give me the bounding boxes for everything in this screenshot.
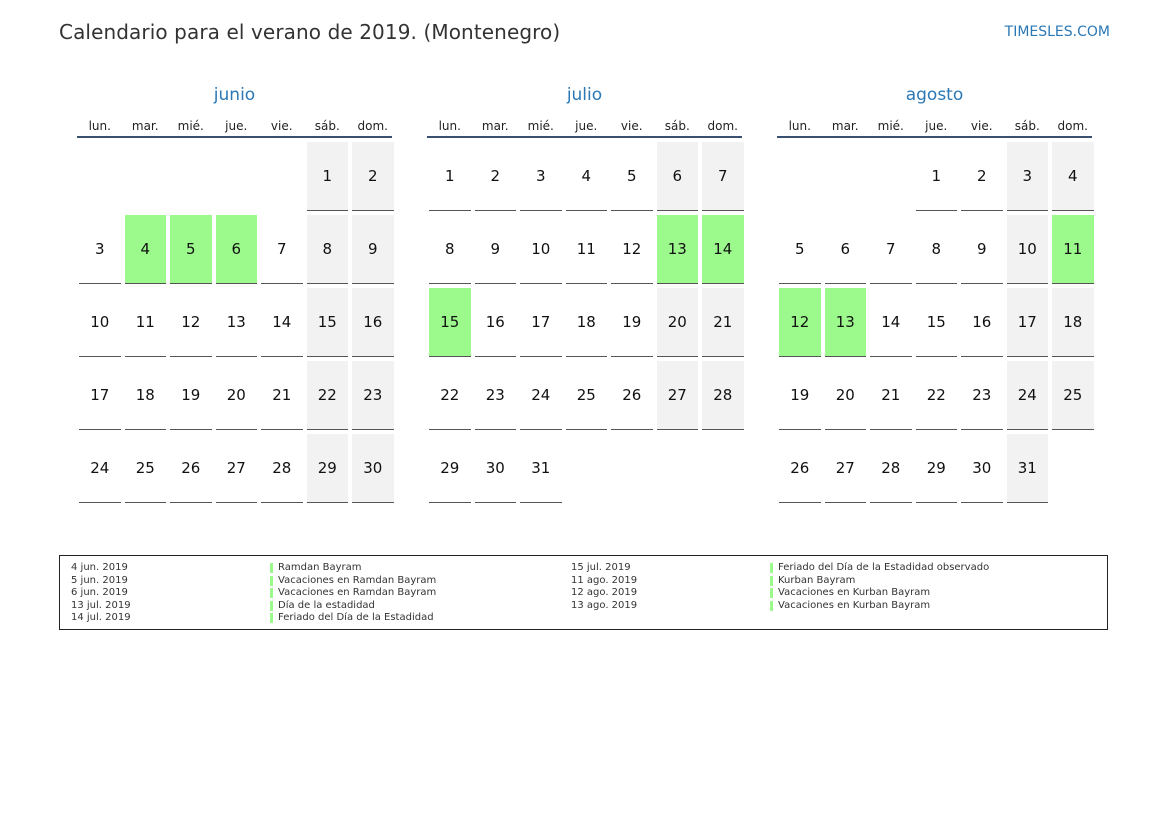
day-cell[interactable]: 11 [566,215,608,284]
day-cell[interactable]: 30 [475,434,517,503]
day-cell[interactable]: 19 [170,361,212,430]
day-cell[interactable]: 26 [779,434,821,503]
weekday-label: jue. [225,119,248,133]
weekday-label: vie. [620,119,643,133]
legend-date: 11 ago. 2019 [571,574,638,586]
weekday-label: lun. [788,119,811,133]
day-cell[interactable]: 9 [352,215,394,284]
legend-item [571,600,989,613]
legend-item [71,612,436,625]
day-cell[interactable]: 12 [170,288,212,357]
holiday-day-cell[interactable]: 13 [825,288,867,357]
day-cell[interactable]: 5 [779,215,821,284]
weekday-header [427,116,742,138]
day-cell[interactable]: 2 [475,142,517,211]
day-cell[interactable]: 26 [170,434,212,503]
day-cell[interactable]: 16 [475,288,517,357]
day-cell[interactable]: 19 [779,361,821,430]
day-grid [77,142,392,507]
weekday-label: mié. [177,119,204,133]
holiday-legend [59,555,1108,630]
empty-cell [216,142,258,211]
day-cell[interactable]: 18 [566,288,608,357]
day-cell[interactable]: 1 [916,142,958,211]
day-cell[interactable]: 8 [916,215,958,284]
day-cell[interactable]: 8 [429,215,471,284]
holiday-day-cell[interactable]: 11 [1052,215,1094,284]
legend-item [571,587,989,600]
weekday-label: lun. [88,119,111,133]
legend-holiday-name: Ramdan Bayram [270,562,361,575]
month-name: julio [566,85,603,105]
weekday-label: jue. [575,119,598,133]
day-cell[interactable]: 20 [216,361,258,430]
day-cell[interactable]: 1 [307,142,349,211]
day-cell[interactable]: 16 [961,288,1003,357]
empty-cell [825,142,867,211]
weekday-label: lun. [438,119,461,133]
day-cell[interactable]: 22 [307,361,349,430]
day-cell[interactable]: 24 [1007,361,1049,430]
empty-cell [125,142,167,211]
holiday-day-cell[interactable]: 14 [702,215,744,284]
day-cell[interactable]: 27 [657,361,699,430]
day-grid [777,142,1092,507]
legend-holiday-name: Vacaciones en Kurban Bayram [770,587,930,600]
day-cell[interactable]: 10 [79,288,121,357]
day-cell[interactable]: 6 [657,142,699,211]
day-cell[interactable]: 11 [125,288,167,357]
day-cell[interactable]: 29 [307,434,349,503]
weekday-label: dom. [1057,119,1088,133]
day-cell[interactable]: 7 [702,142,744,211]
day-cell[interactable]: 23 [475,361,517,430]
legend-date: 4 jun. 2019 [71,562,128,573]
legend-date: 12 ago. 2019 [571,587,638,598]
weekday-label: mar. [481,119,509,133]
holiday-day-cell[interactable]: 13 [657,215,699,284]
day-cell[interactable]: 3 [1007,142,1049,211]
day-cell[interactable]: 5 [611,142,653,211]
day-cell[interactable]: 28 [702,361,744,430]
legend-column-right [571,562,989,612]
day-cell[interactable]: 27 [216,434,258,503]
day-cell[interactable]: 3 [79,215,121,284]
day-cell[interactable]: 30 [961,434,1003,503]
legend-item [71,587,436,600]
legend-item [571,562,989,575]
legend-item [71,575,436,588]
legend-date: 14 jul. 2019 [71,612,131,623]
day-cell[interactable]: 4 [566,142,608,211]
site-link[interactable]: TIMESLES.COM [1004,24,1110,40]
legend-holiday-name: Día de la estadidad [270,600,375,613]
weekday-label: mar. [131,119,159,133]
day-cell[interactable]: 2 [961,142,1003,211]
empty-cell [261,142,303,211]
month-junio [77,84,392,507]
day-cell[interactable]: 14 [261,288,303,357]
legend-holiday-name: Vacaciones en Ramdan Bayram [270,587,436,600]
legend-holiday-name: Feriado del Día de la Estadidad observado [770,562,989,575]
month-agosto [777,84,1092,507]
empty-cell [79,142,121,211]
day-cell[interactable]: 21 [870,361,912,430]
legend-holiday-name: Kurban Bayram [770,575,855,588]
legend-column-left [71,562,436,625]
page-title: Calendario para el verano de 2019. (Montenegro) [59,20,561,44]
day-cell[interactable]: 21 [702,288,744,357]
legend-date: 5 jun. 2019 [71,574,128,586]
day-cell[interactable]: 10 [520,215,562,284]
day-cell[interactable]: 22 [916,361,958,430]
day-cell[interactable]: 28 [261,434,303,503]
day-cell[interactable]: 24 [520,361,562,430]
day-cell[interactable]: 2 [352,142,394,211]
day-cell[interactable]: 31 [520,434,562,503]
day-cell[interactable]: 13 [216,288,258,357]
empty-cell [170,142,212,211]
legend-date: 6 jun. 2019 [71,587,128,598]
day-cell[interactable]: 3 [520,142,562,211]
month-julio [427,84,742,507]
day-cell[interactable]: 31 [1007,434,1049,503]
day-cell[interactable]: 4 [1052,142,1094,211]
weekday-label: sáb. [314,119,340,133]
day-cell[interactable]: 25 [566,361,608,430]
weekday-label: vie. [970,119,993,133]
legend-holiday-name: Vacaciones en Ramdan Bayram [270,575,436,588]
holiday-day-cell[interactable]: 12 [779,288,821,357]
holiday-day-cell[interactable]: 15 [429,288,471,357]
legend-item [71,562,436,575]
day-grid [427,142,742,507]
day-cell[interactable]: 9 [475,215,517,284]
day-cell[interactable]: 25 [1052,361,1094,430]
day-cell[interactable]: 17 [79,361,121,430]
weekday-label: jue. [925,119,948,133]
day-cell[interactable]: 10 [1007,215,1049,284]
weekday-label: mié. [877,119,904,133]
day-cell[interactable]: 19 [611,288,653,357]
day-cell[interactable]: 12 [611,215,653,284]
legend-holiday-name: Feriado del Día de la Estadidad [270,612,434,625]
day-cell[interactable]: 26 [611,361,653,430]
day-cell[interactable]: 18 [1052,288,1094,357]
weekday-label: dom. [357,119,388,133]
day-cell[interactable]: 25 [125,434,167,503]
day-cell[interactable]: 17 [1007,288,1049,357]
month-name: junio [213,85,256,105]
weekday-label: mié. [527,119,554,133]
day-cell[interactable]: 6 [825,215,867,284]
legend-date: 13 ago. 2019 [571,599,638,611]
day-cell[interactable]: 16 [352,288,394,357]
day-cell[interactable]: 17 [520,288,562,357]
day-cell[interactable]: 20 [825,361,867,430]
empty-cell [779,142,821,211]
day-cell[interactable]: 27 [825,434,867,503]
day-cell[interactable]: 14 [870,288,912,357]
weekday-header [77,116,392,138]
weekday-header [777,116,1092,138]
empty-cell [870,142,912,211]
day-cell[interactable]: 21 [261,361,303,430]
day-cell[interactable]: 9 [961,215,1003,284]
day-cell[interactable]: 7 [870,215,912,284]
day-cell[interactable]: 18 [125,361,167,430]
legend-holiday-name: Vacaciones en Kurban Bayram [770,600,930,613]
day-cell[interactable]: 24 [79,434,121,503]
day-cell[interactable]: 29 [916,434,958,503]
legend-item [571,575,989,588]
day-cell[interactable]: 1 [429,142,471,211]
holiday-day-cell[interactable]: 6 [216,215,258,284]
day-cell[interactable]: 22 [429,361,471,430]
day-cell[interactable]: 29 [429,434,471,503]
day-cell[interactable]: 23 [961,361,1003,430]
legend-date: 15 jul. 2019 [571,562,631,573]
weekday-label: sáb. [664,119,690,133]
weekday-label: dom. [707,119,738,133]
day-cell[interactable]: 28 [870,434,912,503]
weekday-label: vie. [270,119,293,133]
day-cell[interactable]: 23 [352,361,394,430]
holiday-day-cell[interactable]: 5 [170,215,212,284]
day-cell[interactable]: 8 [307,215,349,284]
day-cell[interactable]: 15 [307,288,349,357]
day-cell[interactable]: 30 [352,434,394,503]
weekday-label: mar. [831,119,859,133]
legend-item [71,600,436,613]
holiday-day-cell[interactable]: 4 [125,215,167,284]
legend-date: 13 jul. 2019 [71,599,131,611]
month-name: agosto [905,85,964,105]
weekday-label: sáb. [1014,119,1040,133]
day-cell[interactable]: 15 [916,288,958,357]
day-cell[interactable]: 7 [261,215,303,284]
day-cell[interactable]: 20 [657,288,699,357]
